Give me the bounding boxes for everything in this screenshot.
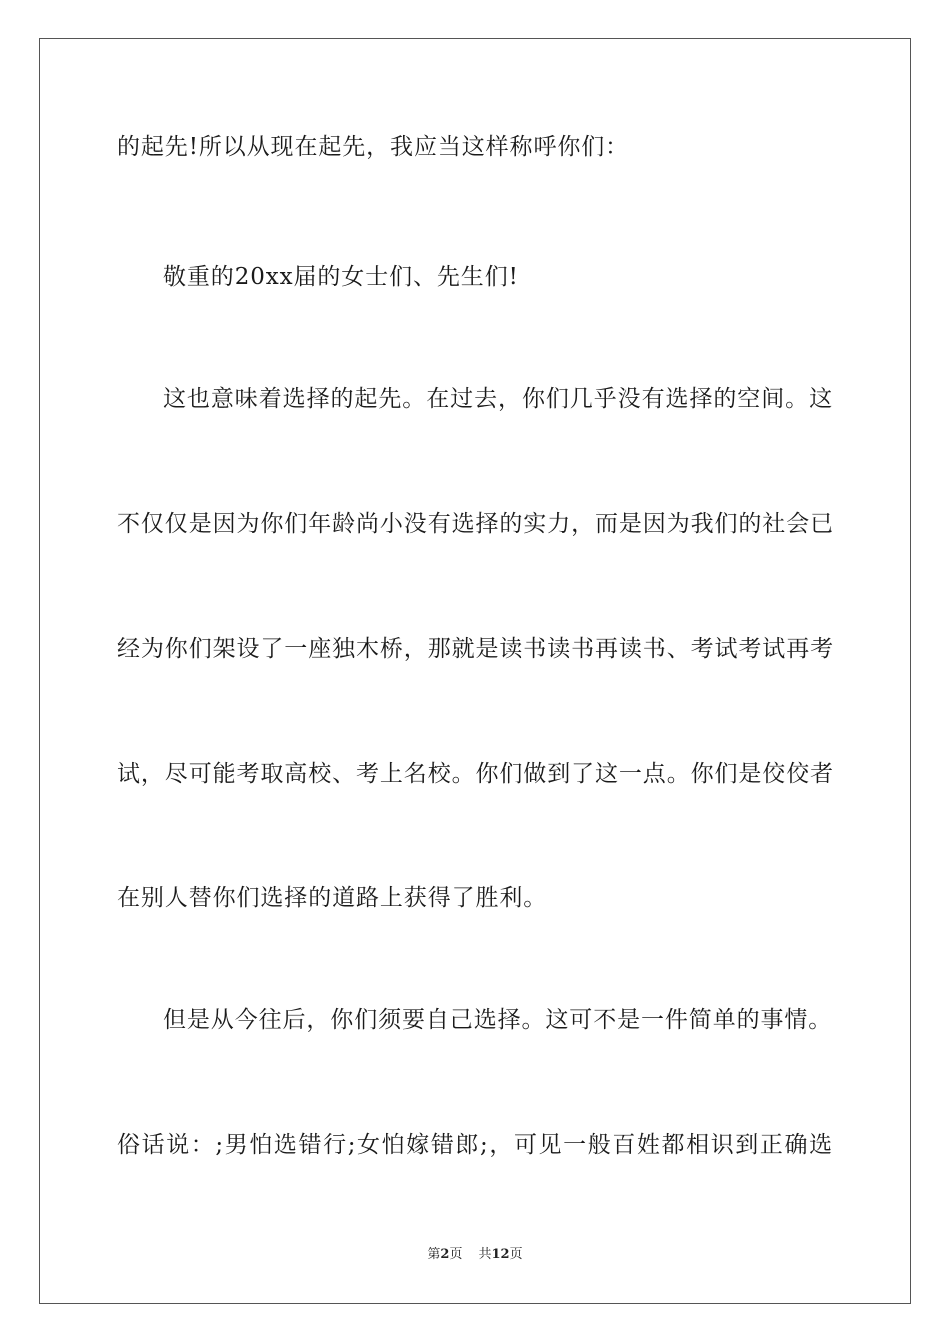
text-line-2: 敬重的20xx届的女士们、先生们! bbox=[163, 264, 519, 290]
page-total: 12 bbox=[491, 1247, 510, 1262]
text-line-3: 这也意味着选择的起先。在过去，你们几乎没有选择的空间。这 bbox=[163, 386, 833, 412]
text-line-7: 在别人替你们选择的道路上获得了胜利。 bbox=[117, 885, 548, 911]
page-prefix: 第 bbox=[427, 1247, 441, 1262]
total-suffix: 页 bbox=[509, 1247, 523, 1262]
text-line-1: 的起先!所以从现在起先，我应当这样称呼你们： bbox=[117, 134, 630, 160]
page-footer bbox=[0, 1246, 950, 1264]
text-line-8: 但是从今往后，你们须要自己选择。这可不是一件简单的事情。 bbox=[163, 1007, 833, 1033]
text-line-9: 俗话说：;男怕选错行;女怕嫁错郎;，可见一般百姓都相识到正确选 bbox=[117, 1132, 833, 1158]
total-prefix: 共 bbox=[478, 1247, 492, 1262]
page-frame bbox=[39, 38, 911, 1304]
page-current: 2 bbox=[440, 1247, 450, 1262]
page-suffix: 页 bbox=[449, 1247, 463, 1262]
text-line-6: 试，尽可能考取高校、考上名校。你们做到了这一点。你们是佼佼者 bbox=[117, 761, 834, 787]
text-line-5: 经为你们架设了一座独木桥，那就是读书读书再读书、考试考试再考 bbox=[117, 636, 834, 662]
text-line-4: 不仅仅是因为你们年龄尚小没有选择的实力，而是因为我们的社会已 bbox=[117, 511, 834, 537]
